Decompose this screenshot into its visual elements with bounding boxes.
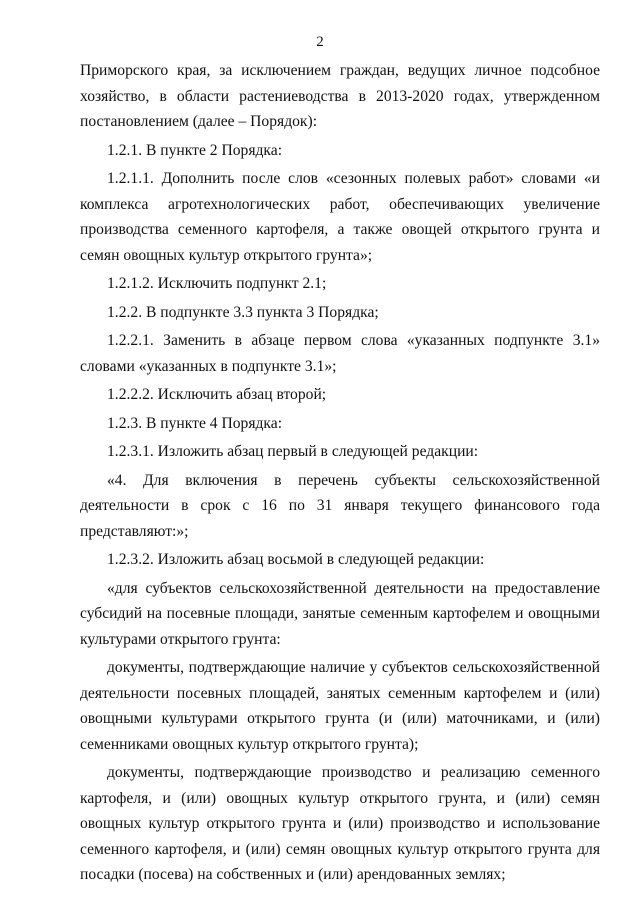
paragraph-quote-4: «4. Для включения в перечень субъекты сельскохозяйственной деятельности в срок с 16 по 31 января текущего финансового года представляют:»; bbox=[80, 471, 600, 540]
paragraph-documents-production: документы, подтверждающие производство и реализацию семенного картофеля, и (или) овощных культур открытого грунта, и (или) семян овощных культур открытого грунта и (или) производство и использование семенного картофеля, и (или) семян овощных культур открытого грунта для посадки (посева) на собственных и (или) арендованных землях; bbox=[80, 764, 600, 883]
document-body bbox=[80, 58, 600, 888]
page-number: 2 bbox=[316, 34, 324, 50]
paragraph-1-2-3-2: 1.2.3.2. Изложить абзац восьмой в следующей редакции: bbox=[107, 551, 485, 568]
paragraph-1-2-2-2: 1.2.2.2. Исключить абзац второй; bbox=[107, 386, 327, 403]
paragraph-1-2-1: 1.2.1. В пункте 2 Порядка: bbox=[107, 141, 283, 159]
paragraph-intro-continuation: Приморского края, за исключением граждан, ведущих личное подсобное хозяйство, в области растениеводства в 2013-2020 годах, утвержденном постановлением (далее – Порядок): bbox=[80, 62, 600, 130]
paragraph-1-2-3-1: 1.2.3.1. Изложить абзац первый в следующей редакции: bbox=[107, 443, 479, 460]
paragraph-1-2-3: 1.2.3. В пункте 4 Порядка: bbox=[107, 414, 283, 432]
paragraph-1-2-2: 1.2.2. В подпункте 3.3 пункта 3 Порядка; bbox=[107, 303, 379, 321]
paragraph-1-2-2-1: 1.2.2.1. Заменить в абзаце первом слова «указанных подпункте 3.1» словами «указанных в подпункте 3.1»; bbox=[80, 332, 600, 375]
paragraph-1-2-1-1: 1.2.1.1. Дополнить после слов «сезонных полевых работ» словами «и комплекса агротехнологических работ, обеспечивающих увеличение производства семенного картофеля, а также овощей открытого грунта и семян овощных культур открытого грунта»; bbox=[80, 170, 600, 264]
paragraph-documents-areas: документы, подтверждающие наличие у субъектов сельскохозяйственной деятельности посевных площадей, занятых семенным картофелем и (или) овощными культурами открытого грунта (и (или) маточниками, и (или) семенниками овощных культур открытого грунта); bbox=[80, 659, 600, 753]
paragraph-1-2-1-2: 1.2.1.2. Исключить подпункт 2.1; bbox=[107, 275, 327, 292]
paragraph-quote-subsidies: «для субъектов сельскохозяйственной деятельности на предоставление субсидий на посевные площади, занятые семенным картофелем и овощными культурами открытого грунта: bbox=[80, 579, 600, 648]
